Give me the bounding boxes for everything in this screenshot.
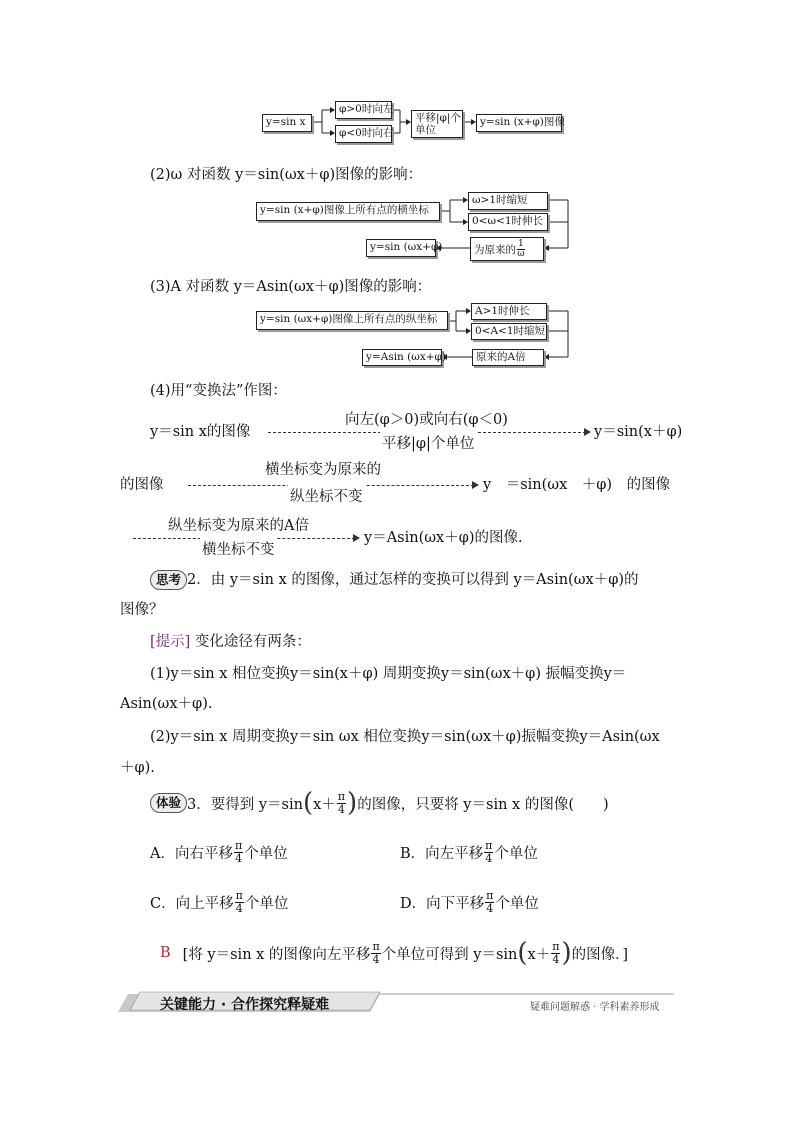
d1-opt2-box: φ<0时向右 xyxy=(335,125,392,143)
think-question-line2: 图像？ xyxy=(120,602,164,618)
d3-factor-box: 原来的A倍 xyxy=(472,349,544,366)
answer-letter: B xyxy=(160,945,171,961)
tr-row3-bottom: 横坐标不变 xyxy=(200,538,277,559)
option-b[interactable]: B．向左平移 π 4 个单位 xyxy=(400,839,538,865)
d2-opt2-box: 0<ω<1时伸长 xyxy=(468,213,548,231)
answer-line: B [将 y＝sin x 的图像向左平移 π 4 个单位可得到 y＝sin ( x＋ π 4 ) 的图像．] xyxy=(160,938,629,968)
tr-row3-top: 纵坐标变为原来的A倍 xyxy=(166,514,311,535)
d3-opt1-box: A>1时伸长 xyxy=(471,303,547,320)
path1-line1: (1)y＝sin x 相位变换y＝sin(x＋φ) 周期变换y＝sin(ωx＋φ) 振幅变换y＝ xyxy=(150,666,627,682)
path2-line2: ＋φ). xyxy=(120,760,155,776)
option-a[interactable]: A．向右平移 π 4 个单位 xyxy=(150,839,288,865)
d1-start-box: y=sin x xyxy=(262,114,312,132)
section-right-text: 疑难问题解惑 · 学科素养形成 xyxy=(530,1002,660,1013)
d3-opt2-box: 0<A<1时缩短 xyxy=(471,323,547,340)
diagram1-connectors xyxy=(0,0,794,150)
d3-result-box: y=Asin (ωx+φ) xyxy=(362,349,442,366)
exercise-tag: 体验 xyxy=(150,793,187,813)
d2-start-box: y=sin (x+φ)图像上所有点的横坐标 xyxy=(256,202,440,221)
hint-label: [提示] xyxy=(150,634,191,650)
tr-row2-bottom: 纵坐标不变 xyxy=(288,485,365,506)
tr-row3-right: y＝Asin(ωx＋φ)的图像. xyxy=(364,530,523,546)
item4-heading: (4)用“变换法”作图： xyxy=(150,383,287,399)
think-question-line1: 思考 2．由 y＝sin x 的图像，通过怎样的变换可以得到 y＝Asin(ωx＋φ)的 xyxy=(150,568,639,590)
option-d[interactable]: D．向下平移 π 4 个单位 xyxy=(400,889,539,915)
hint-line: [提示] 变化途径有两条： xyxy=(150,634,311,650)
d1-mid-box: 平移|φ|个 单位 xyxy=(411,110,463,138)
tr-row1-left: y＝sin x的图像 xyxy=(150,424,251,440)
option-c[interactable]: C．向上平移 π 4 个单位 xyxy=(150,889,289,915)
tr-row2-top: 横坐标变为原来的 xyxy=(263,458,383,479)
path1-line2: Asin(ωx＋φ). xyxy=(120,696,213,712)
tr-row2-right: y ＝sin(ωx ＋φ) 的图像 xyxy=(483,477,671,493)
item3-heading: (3)A 对函数 y＝Asin(ωx＋φ)图像的影响： xyxy=(150,279,432,295)
think-tag: 思考 xyxy=(150,570,187,590)
path2-line1: (2)y＝sin x 周期变换y＝sin ωx 相位变换y＝sin(ωx＋φ)振幅变换y＝Asin(ωx xyxy=(150,729,660,745)
section-title: 关键能力 · 合作探究释疑难 xyxy=(160,997,330,1013)
tr-row1-arrowhead xyxy=(584,428,592,437)
tr-row1-top: 向左(φ＞0)或向右(φ＜0) xyxy=(343,408,510,429)
tr-row1-bottom: 平移|φ|个单位 xyxy=(380,432,476,453)
exercise-question: 体验 3．要得到 y＝sin ( x＋ π 4 ) 的图像，只要将 y＝sin x 的图像( ) xyxy=(150,790,609,816)
d2-opt1-box: ω>1时缩短 xyxy=(468,192,548,210)
d1-end-box: y=sin (x+φ)图像 xyxy=(476,114,562,132)
item2-heading: (2)ω 对函数 y＝sin(ωx＋φ)图像的影响： xyxy=(150,167,423,183)
d2-factor-box: 为原来的 $\frac{1}{\omega}$ xyxy=(470,237,544,261)
tr-row2-left: 的图像 xyxy=(120,477,164,493)
d1-opt1-box: φ>0时向左 xyxy=(335,101,392,119)
tr-row1-right: y＝sin(x＋φ) xyxy=(594,424,683,440)
tr-row3-arrowhead xyxy=(353,534,361,543)
tr-row2-arrowhead xyxy=(472,481,480,490)
d3-start-box: y=sin (ωx+φ)图像上所有点的纵坐标 xyxy=(256,311,448,330)
d2-result-box: y=sin (ωx+φ) xyxy=(366,239,436,257)
